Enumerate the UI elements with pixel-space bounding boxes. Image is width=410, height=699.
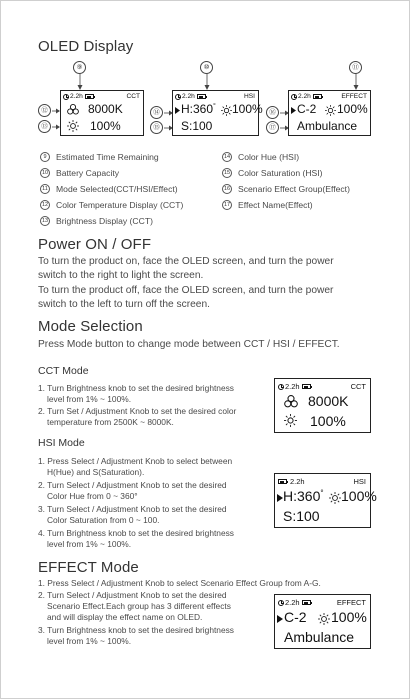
callout-10-arrow [206,74,208,90]
saturation-value: S:100 [181,119,213,133]
status-bar [278,598,311,607]
oled-screen-effect-mode [274,594,371,649]
oled-screen-hsi-mode [274,473,377,528]
legend-item-9: 9 Estimated Time Remaining [40,152,159,162]
hsi-step-1: 1. Press Select / Adjustment Knob to select between H(Hue) and S(Saturation). [38,456,233,478]
callout-14: ⑭ [150,106,163,119]
callout-17: ⑰ [266,121,279,134]
battery-icon [313,94,322,99]
mode-selection-text: Press Mode button to change mode between CCT / HSI / EFFECT. [38,339,340,350]
effect-name-value: Ambulance [297,119,358,133]
mode-label: EFFECT [336,598,366,607]
power-description: To turn the product on, face the OLED screen, and turn the power switch to the right to light the screen. To turn the product off, face the OLED screen, and turn the power switch to the left to turn off the screen. [38,256,334,310]
oled-screen-cct [60,90,144,136]
hsi-step-2: 2. Turn Select / Adjustment Knob to set the desired Color Hue from 0 ~ 360° [38,480,227,502]
effect-mode-title: EFFECT Mode [38,559,139,576]
hue-value: H:360° [283,488,324,504]
effect-step-3: 3. Turn Brightness knob to set the desired brightness level from 1% ~ 100%. [38,625,234,647]
brightness-sun-icon [325,105,336,116]
brightness-sun-icon [221,105,232,116]
legend-item-14: 14 Color Hue (HSI) [223,152,300,162]
status-bar [291,93,322,100]
time-remaining: 2.2h [182,93,195,100]
brightness-value: 100% [310,413,346,429]
mode-label: CCT [126,93,140,100]
callout-12: ⑫ [38,104,51,117]
selector-arrow-icon [291,107,296,114]
callout-11: ⑪ [349,61,362,74]
hue-value: H:360° [181,102,216,116]
saturation-value: S:100 [283,508,320,524]
oled-screen-cct-mode [274,378,371,433]
status-bar [175,93,206,100]
mode-label: CCT [350,382,366,391]
selector-arrow-icon [277,615,283,623]
clock-icon [63,94,69,100]
battery-icon [302,600,311,605]
time-remaining: 2.2h [285,382,300,391]
battery-icon [278,479,287,484]
brightness-sun-icon [329,492,341,504]
mode-label: HSI [244,93,255,100]
brightness-value: 100% [341,488,377,504]
callout-9-arrow [79,74,81,90]
clock-icon [278,384,284,390]
legend-item-12: 12 Color Temperature Display (CCT) [41,200,184,210]
callout-13-arrow [52,126,60,128]
cct-mode-title: CCT Mode [38,365,89,377]
clock-icon [278,600,284,606]
battery-icon [85,94,94,99]
hsi-step-4: 4. Turn Brightness knob to set the desired brightness level from 1% ~ 100%. [38,528,234,550]
mode-selection-title: Mode Selection [38,318,143,335]
hsi-step-3: 3. Turn Select / Adjustment Knob to set the desired Color Saturation from 0 ~ 100. [38,504,227,526]
callout-16: ⑯ [266,106,279,119]
power-title: Power ON / OFF [38,236,152,253]
brightness-sun-icon [318,613,330,625]
legend-item-17: 17 Effect Name(Effect) [223,200,313,210]
time-remaining: 2.2h [285,598,300,607]
brightness-sun-icon [67,120,79,132]
callout-11-arrow [355,74,357,90]
selector-arrow-icon [175,107,180,114]
effect-step-1: 1. Press Select / Adjustment Knob to select Scenario Effect Group from A-G. [38,578,321,588]
mode-label: HSI [353,477,366,486]
brightness-value: 100% [90,119,121,133]
callout-10: ⑩ [200,61,213,74]
effect-group-value: C-2 [297,102,317,116]
legend-item-15: 15 Color Saturation (HSI) [223,168,323,178]
effect-name-value: Ambulance [284,629,355,645]
status-bar [278,477,305,486]
callout-9: ⑨ [73,61,86,74]
brightness-sun-icon [284,414,297,427]
status-bar [278,382,311,391]
callout-15: ⑮ [150,121,163,134]
brightness-value: 100% [337,102,368,116]
legend-item-11: 11 Mode Selected(CCT/HSI/Effect) [40,184,178,194]
cct-icon [67,104,79,115]
oled-screen-effect [288,90,371,136]
callout-13: ⑬ [38,120,51,133]
battery-icon [302,384,311,389]
cct-step-1: 1. Turn Brightness knob to set the desired brightness level from 1% ~ 100%. [38,383,234,405]
callout-12-arrow [52,110,60,112]
cct-step-2: 2. Turn Set / Adjustment Knob to set the desired color temperature from 2500K ~ 8000K. [38,406,237,428]
mode-label: EFFECT [341,93,367,100]
legend-item-16: 16 Scenario Effect Group(Effect) [223,184,350,194]
cct-icon [284,395,298,408]
cct-value: 8000K [88,102,123,116]
oled-display-title: OLED Display [38,38,134,55]
brightness-value: 100% [232,102,263,116]
effect-group-value: C-2 [284,609,307,625]
clock-icon [291,94,297,100]
cct-value: 8000K [308,393,349,409]
effect-step-2: 2. Turn Select / Adjustment Knob to set the desired Scenario Effect.Each group has 3 different effects and will display the effect name on OLED. [38,590,231,623]
oled-screen-hsi [172,90,263,136]
legend-item-10: 10 Battery Capacity [41,168,120,178]
time-remaining: 2.2h [70,93,83,100]
time-remaining: 2.2h [298,93,311,100]
time-remaining: 2.2h [290,477,305,486]
hsi-mode-title: HSI Mode [38,437,85,449]
status-bar [63,93,94,100]
legend-item-13: 13 Brightness Display (CCT) [41,216,153,226]
battery-icon [197,94,206,99]
brightness-value: 100% [331,609,367,625]
clock-icon [175,94,181,100]
